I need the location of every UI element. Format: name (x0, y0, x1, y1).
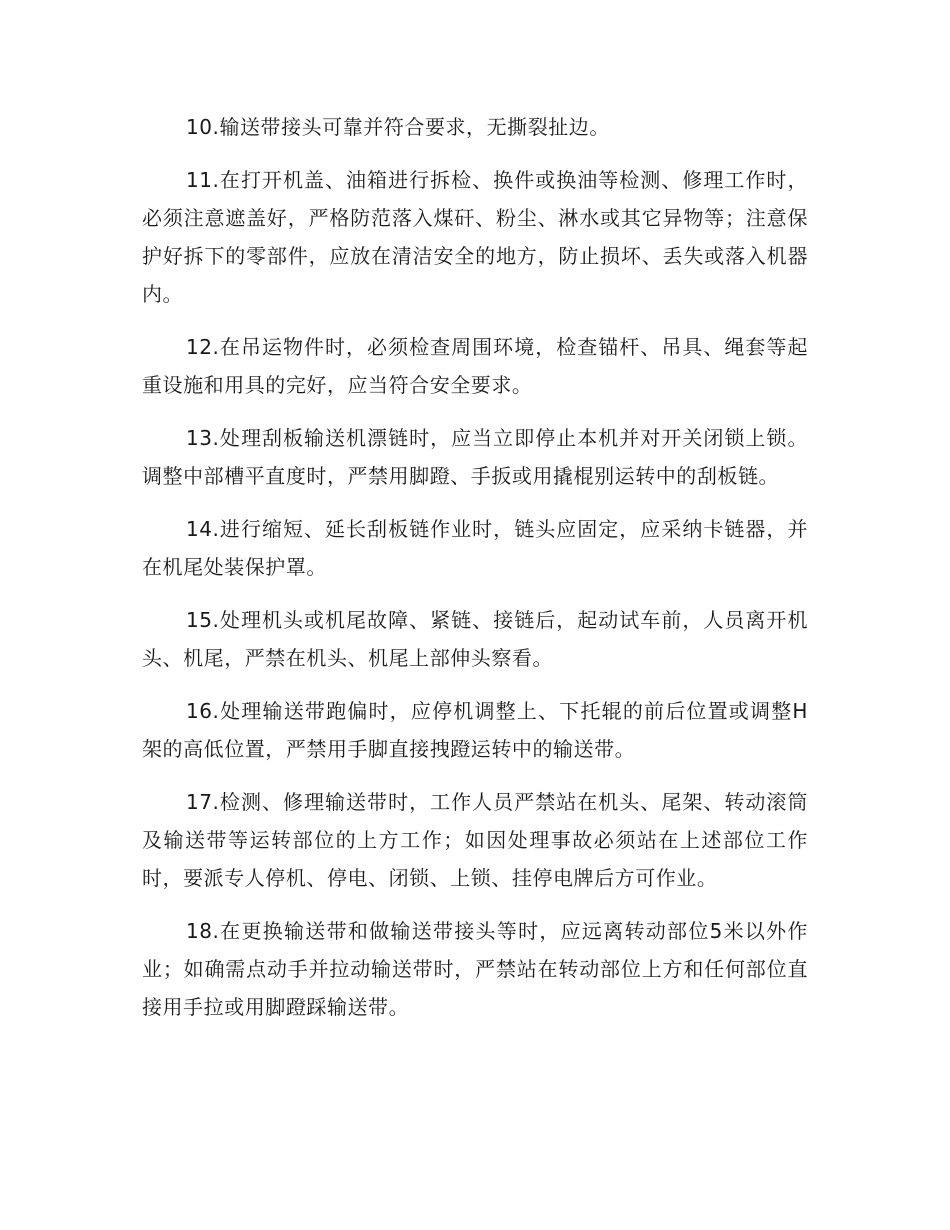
document-body (142, 108, 808, 1041)
paragraph-item-11: 11.在打开机盖、油箱进行拆检、换件或换油等检测、修理工作时，必须注意遮盖好，严格防范落入煤矸、粉尘、淋水或其它异物等；注意保护好拆下的零部件，应放在清洁安全的地方，防止损坏、丢失或落入机器内。 (142, 168, 808, 306)
paragraph-item-14: 14.进行缩短、延长刮板链作业时，链头应固定，应采纳卡链器，并在机尾处装保护罩。 (142, 517, 808, 579)
paragraph-item-10: 10.输送带接头可靠并符合要求，无撕裂扯边。 (186, 115, 610, 139)
paragraph-item-15: 15.处理机头或机尾故障、紧链、接链后，起动试车前，人员离开机头、机尾，严禁在机头、机尾上部伸头察看。 (142, 608, 808, 670)
paragraph-item-13: 13.处理刮板输送机漂链时，应当立即停止本机并对开关闭锁上锁。调整中部槽平直度时，严禁用脚蹬、手扳或用撬棍别运转中的刮板链。 (142, 426, 808, 488)
paragraph-item-12: 12.在吊运物件时，必须检查周围环境，检查锚杆、吊具、绳套等起重设施和用具的完好，应当符合安全要求。 (142, 335, 808, 397)
paragraph-item-18: 18.在更换输送带和做输送带接头等时，应远离转动部位5米以外作业；如确需点动手并拉动输送带时，严禁站在转动部位上方和任何部位直接用手拉或用脚蹬踩输送带。 (142, 919, 808, 1019)
paragraph-item-17: 17.检测、修理输送带时，工作人员严禁站在机头、尾架、转动滚筒及输送带等运转部位的上方工作；如因处理事故必须站在上述部位工作时，要派专人停机、停电、闭锁、上锁、挂停电牌后方可作业。 (142, 790, 808, 890)
paragraph-item-16: 16.处理输送带跑偏时，应停机调整上、下托辊的前后位置或调整H架的高低位置，严禁用手脚直接拽蹬运转中的输送带。 (142, 699, 808, 761)
